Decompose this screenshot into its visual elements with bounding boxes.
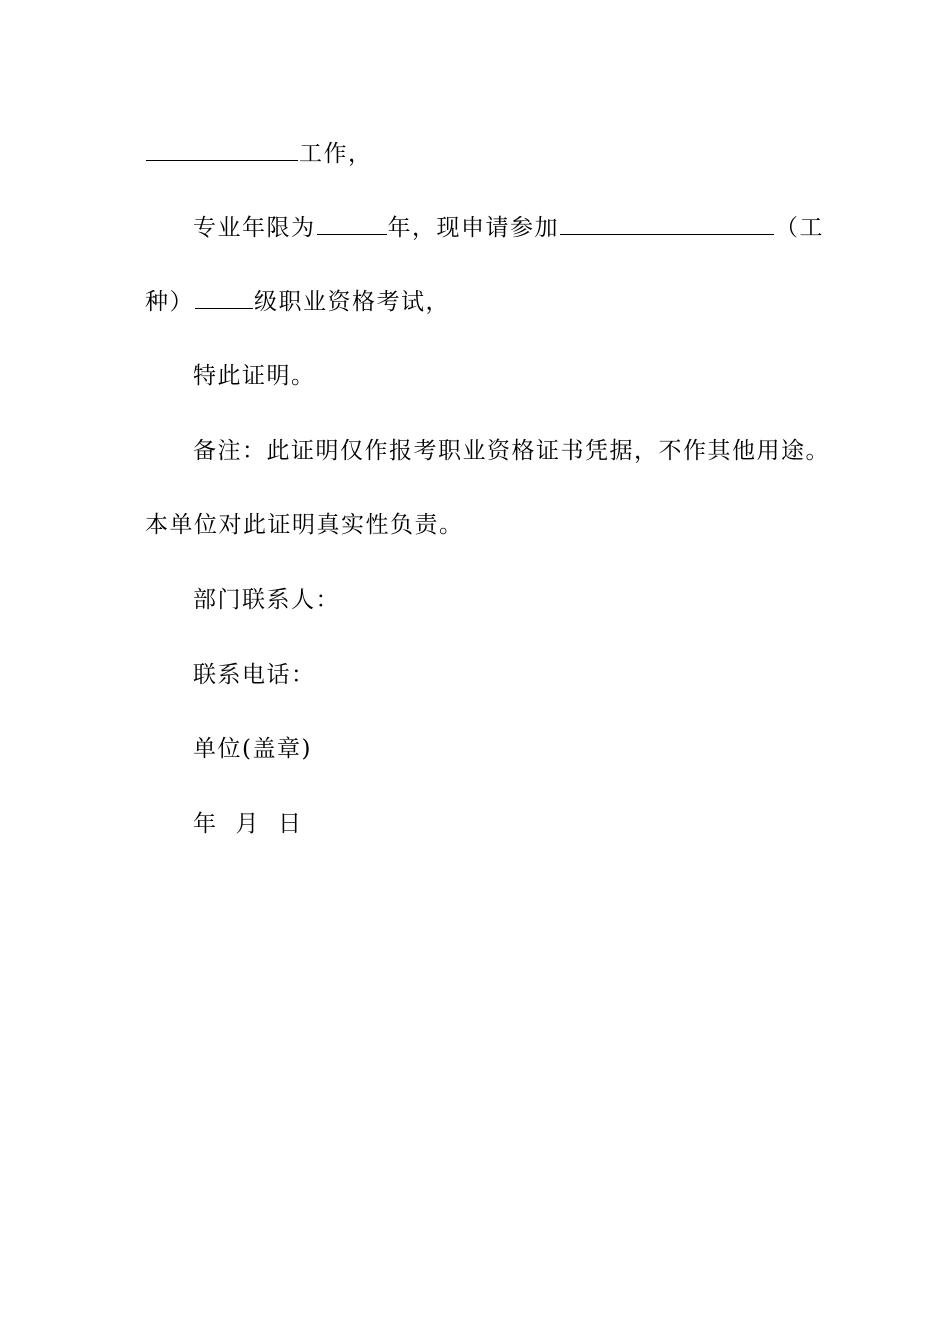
level-line [145, 286, 450, 317]
remark-line: 备注：此证明仅作报考职业资格证书凭据，不作其他用途。 [193, 438, 830, 464]
years-blank[interactable] [317, 212, 387, 235]
contact-person-label: 部门联系人： [193, 587, 340, 613]
unit-seal-label: 单位(盖章) [193, 736, 312, 762]
years-prefix: 专业年限为 [193, 215, 316, 241]
trade-open: （工 [775, 215, 824, 241]
date-month: 月 [235, 811, 260, 837]
responsibility-line: 本单位对此证明真实性负责。 [145, 512, 464, 538]
years-middle: 年，现申请参加 [387, 215, 559, 241]
date-day: 日 [278, 811, 303, 837]
date-line [193, 809, 303, 839]
level-suffix: 级职业资格考试， [254, 289, 450, 315]
trade-blank[interactable] [560, 212, 774, 235]
certification-line: 特此证明。 [193, 363, 316, 389]
workplace-suffix: 工作， [299, 141, 373, 167]
date-year: 年 [193, 811, 218, 837]
level-blank[interactable] [195, 286, 253, 309]
workplace-line [145, 138, 373, 169]
workplace-blank[interactable] [146, 138, 298, 161]
contact-phone-label: 联系电话： [193, 662, 316, 688]
years-line [193, 212, 824, 243]
trade-close: 种） [145, 289, 194, 315]
